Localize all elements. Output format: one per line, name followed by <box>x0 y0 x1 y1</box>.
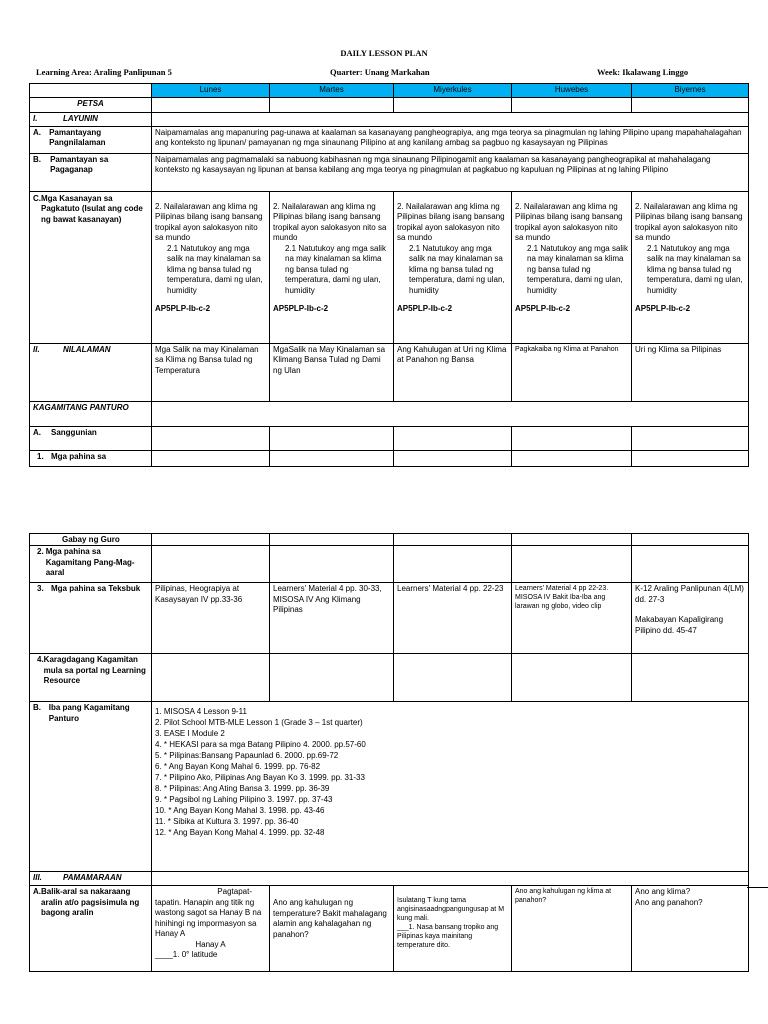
a-number: A. <box>33 127 41 137</box>
nilalaman-huwebes: Pagkakaiba ng Klima at Panahon <box>512 343 632 401</box>
balik-miyerkules-2: ___1. Nasa bansang tropiko ang Pilipinas kaya mainitang temperature dito. <box>397 924 499 949</box>
kasanayan-main: 2. Nailalarawan ang klima ng Pilipinas bilang isang bansang tropikal ayon salokasyon nito sa mundo <box>155 201 263 242</box>
pamantayang-pangnilalaman-content: Naipamamalas ang mapanuring pag-unawa at kaalaman sa kasanayang pangheograpiya, ang mga teorya sa pinagmulan ng lahing Pilipino upang mapahahalagahan ang konteksto ng lipunan/ pamayanan ng mga sinaunang Pilipino at ang kanilang ambag sa pagbuo ng kasaysayan ng Pilipinas <box>152 126 749 153</box>
balik-martes-text: Ano ang kahulugan ng temperature? Bakit mahalagang alamin ang kahalagahan ng panahon? <box>273 898 387 939</box>
kagamitang-pang-miyerkules[interactable] <box>394 546 512 583</box>
kasanayan-code: AP5PLP-Ib-c-2 <box>397 304 453 313</box>
nilalaman-text: NILALAMAN <box>63 344 111 354</box>
teksbuk-martes: Learners' Material 4 pp. 30-33, MISOSA IV Ang Klimang Pilipinas <box>270 583 394 654</box>
kasanayan-main: 2. Nailalarawan ang klima ng Pilipinas bilang isang bansang tropikal ayon salokasyon nito sa mundo <box>273 201 387 242</box>
label-gabay-bottom: Gabay ng Guro <box>30 534 152 546</box>
balik-text: Balik-aral sa nakaraang aralin at/o pagsisimula ng bagong aralin <box>41 887 140 917</box>
label-pamantayan-sa-pagaganap <box>30 153 152 191</box>
label-karagdagang-kagamitan <box>30 654 152 702</box>
karagdagang-huwebes[interactable] <box>512 654 632 702</box>
iii-number: III. <box>33 873 42 882</box>
iba-pang-kagamitan-list <box>152 702 749 872</box>
day-header-miyerkules: Miyerkules <box>394 84 512 98</box>
week: Week: Ikalawang Linggo <box>597 67 689 77</box>
balik-miyerkules <box>394 886 512 972</box>
kasanayan-code: AP5PLP-Ib-c-2 <box>155 304 211 313</box>
b-number: B. <box>33 154 41 164</box>
pamantayan-sa-pagaganap-content: Naipamamalas ang pagmamalaki sa nabuong kabihasnan ng mga sinaunang Pilipinogamit ang kaalaman sa kasanayang pangheograpikal at mahahalagang konteksto ng kasaysayan ng lipunan at bansa kabilang ang mga teorya ng pinagmulan at pagkabuo ng kapuluan ng Pilipinas at ng lahing Pilipino <box>152 153 749 191</box>
teksbuk-biyernes-2: Makabayan Kapaligirang Pilipino dd. 45-47 <box>635 615 724 635</box>
sanggunian-miyerkules[interactable] <box>394 426 512 450</box>
kasanayan-huwebes <box>512 191 632 343</box>
gabay-martes[interactable] <box>270 534 394 546</box>
sanggunian-huwebes[interactable] <box>512 426 632 450</box>
karagdagang-text: Karagdagang Kagamitan mula sa portal ng Learning Resource <box>43 655 146 685</box>
c-number: C. <box>33 193 41 203</box>
day-header-huwebes: Huwebes <box>512 84 632 98</box>
quarter: Quarter: Unang Markahan <box>330 67 430 77</box>
karagdagang-number: 4. <box>37 655 44 664</box>
sanggunian-text: Sanggunian <box>51 427 97 437</box>
label-teksbuk <box>30 583 152 654</box>
gabay-biyernes-top[interactable] <box>632 450 749 466</box>
gabay-martes-top[interactable] <box>270 450 394 466</box>
gabay-huwebes-top[interactable] <box>512 450 632 466</box>
label-pamamaraan <box>30 872 152 886</box>
ref-item: 4. * HEKASI para sa mga Batang Pilipino 4. 2000. pp.57-60 <box>155 740 366 749</box>
kagamitang-blank <box>152 401 749 426</box>
balik-huwebes: Ano ang kahulugan ng klima at panahon? <box>512 886 632 972</box>
karagdagang-martes[interactable] <box>270 654 394 702</box>
iba-number: B. <box>33 703 41 712</box>
kasanayan-main: 2. Nailalarawan ang klima ng Pilipinas bilang isang bansang tropikal ayon salokasyon nito sa mundo <box>397 201 505 242</box>
pamamaraan-blank <box>152 872 749 886</box>
kagamitang-pang-lunes[interactable] <box>152 546 270 583</box>
label-iba-pang-kagamitan <box>30 702 152 872</box>
label-layunin <box>30 113 152 127</box>
balik-biyernes-2: Ano ang panahon? <box>635 897 703 907</box>
label-kagamitang-panturo: KAGAMITANG PANTURO <box>30 401 152 426</box>
kasanayan-sub: 2.1 Natutukoy ang mga salik na may kinalaman sa klima ng bansa tulad ng temperatura, dami ng ulan, humidity <box>647 243 743 295</box>
ref-item: 8. * Pilipinas: Ang Ating Bansa 3. 1999. pp. 36-39 <box>155 784 330 793</box>
kasanayan-code: AP5PLP-Ib-c-2 <box>273 304 329 313</box>
kagamitang-pang-number: 2. <box>37 547 44 556</box>
petsa-lunes[interactable] <box>152 98 270 113</box>
iba-text: Iba pang Kagamitang Panturo <box>48 703 130 723</box>
kasanayan-main: 2. Nailalarawan ang klima ng Pilipinas bilang isang bansang tropikal ayon salokasyon nito sa mundo <box>635 201 743 242</box>
sanggunian-biyernes[interactable] <box>632 426 749 450</box>
kasanayan-biyernes <box>632 191 749 343</box>
stray-border-line <box>747 887 768 888</box>
kasanayan-code: AP5PLP-Ib-c-2 <box>515 304 571 313</box>
karagdagang-lunes[interactable] <box>152 654 270 702</box>
label-nilalaman <box>30 343 152 401</box>
ref-item: 2. Pilot School MTB-MLE Lesson 1 (Grade 3 – 1st quarter) <box>155 718 363 727</box>
balik-biyernes <box>632 886 749 972</box>
sanggunian-lunes[interactable] <box>152 426 270 450</box>
ref-item: 10. * Ang Bayan Kong Mahal 3. 1998. pp. 43-46 <box>155 806 325 815</box>
karagdagang-miyerkules[interactable] <box>394 654 512 702</box>
layunin-number: I. <box>33 114 38 123</box>
nilalaman-martes: MgaSalik na May Kinalaman sa Klimang Bansa Tulad ng Dami ng Ulan <box>270 343 394 401</box>
ref-item: 3. EASE I Module 2 <box>155 729 225 738</box>
balik-lunes <box>152 886 270 972</box>
gabay-miyerkules-top[interactable] <box>394 450 512 466</box>
nilalaman-lunes: Mga Salik na may Kinalaman sa Klima ng Bansa tulad ng Temperatura <box>152 343 270 401</box>
kasanayan-sub: 2.1 Natutukoy ang mga salik na may kinalaman sa klima ng bansa tulad ng temperatura, dami ng ulan, humidity <box>167 243 263 295</box>
sanggunian-number: A. <box>33 427 41 437</box>
label-gabay-top <box>30 450 152 466</box>
lesson-plan-table-top <box>29 83 749 467</box>
kasanayan-miyerkules <box>394 191 512 343</box>
lesson-plan-table-bottom <box>29 533 749 972</box>
learning-area: Learning Area: Araling Panlipunan 5 <box>36 67 172 77</box>
label-balik-aral <box>30 886 152 972</box>
teksbuk-biyernes <box>632 583 749 654</box>
ref-item: 5. * Pilipinas:Bansang Papaunlad 6. 2000. pp.69-72 <box>155 751 339 760</box>
petsa-huwebes[interactable] <box>512 98 632 113</box>
ref-item: 7. * Pilipino Ako, Pilipinas Ang Bayan Ko 3. 1999. pp. 31-33 <box>155 773 365 782</box>
kasanayan-sub: 2.1 Natutukoy ang mga salik na may kinalaman sa klima ng bansa tulad ng temperatura, dami ng ulan, humidity <box>527 243 628 295</box>
gabay-lunes-top[interactable] <box>152 450 270 466</box>
kagamitang-pang-biyernes[interactable] <box>632 546 749 583</box>
kagamitang-pang-text: Mga pahina sa Kagamitang Pang-Mag-aaral <box>45 547 135 577</box>
day-header-biyernes: Biyernes <box>632 84 749 98</box>
balik-lunes-4: ____1. 0° latitude <box>155 950 218 959</box>
teksbuk-biyernes-1: K-12 Araling Panlipunan 4(LM) dd. 27-3 <box>635 584 744 604</box>
label-kasanayan <box>30 191 152 343</box>
ref-item: 1. MISOSA 4 Lesson 9-11 <box>155 707 247 716</box>
layunin-text: LAYUNIN <box>63 114 98 123</box>
label-kagamitang-pang-mag-aaral <box>30 546 152 583</box>
balik-lunes-2: tapatin. Hanapin ang titik ng wastong sagot sa Hanay B na hinihingi ng impormasyon sa Hanay A <box>155 897 262 938</box>
balik-miyerkules-1: Isulatang T kung tama angisinasaadngpangungusap at M kung mali. <box>397 897 505 922</box>
kasanayan-sub: 2.1 Natutukoy ang mga salik na may kinalaman sa klima ng bansa tulad ng temperatura, dami ng ulan, humidity <box>409 243 505 295</box>
gabay-text-top: Mga pahina sa <box>51 451 107 461</box>
balik-lunes-3: Hanay A <box>195 939 226 949</box>
karagdagang-biyernes[interactable] <box>632 654 749 702</box>
sanggunian-martes[interactable] <box>270 426 394 450</box>
balik-biyernes-1: Ano ang klima? <box>635 887 691 896</box>
balik-martes <box>270 886 394 972</box>
petsa-miyerkules[interactable] <box>394 98 512 113</box>
balik-lunes-1: Pagtapat- <box>217 887 252 896</box>
pamamaraan-text: PAMAMARAAN <box>63 873 122 882</box>
label-petsa: PETSA <box>30 98 152 113</box>
layunin-blank <box>152 113 749 127</box>
kasanayan-code: AP5PLP-Ib-c-2 <box>635 304 691 313</box>
teksbuk-number: 3. <box>37 584 44 593</box>
blank-corner <box>30 84 152 98</box>
gabay-miyerkules[interactable] <box>394 534 512 546</box>
teksbuk-text: Mga pahina sa Teksbuk <box>51 584 141 593</box>
ii-number: II. <box>33 344 40 354</box>
ref-item: 6. * Ang Bayan Kong Mahal 6. 1999. pp. 76-82 <box>155 762 321 771</box>
kasanayan-martes <box>270 191 394 343</box>
gabay-huwebes[interactable] <box>512 534 632 546</box>
kasanayan-sub: 2.1 Natutukoy ang mga salik na may kinalaman sa klima ng bansa tulad ng temperatura, dami ng ulan, humidity <box>285 243 386 295</box>
kasanayan-lunes <box>152 191 270 343</box>
day-header-lunes: Lunes <box>152 84 270 98</box>
ref-item: 9. * Pagsibol ng Lahing Pilipino 3. 1997. pp. 37-43 <box>155 795 333 804</box>
kasanayan-main: 2. Nailalarawan ang klima ng Pilipinas bilang isang bansang tropikal ayon salokasyon nito sa mundo <box>515 201 623 242</box>
kagamitang-pang-martes[interactable] <box>270 546 394 583</box>
ref-item: 12. * Ang Bayan Kong Mahal 4. 1999. pp. 32-48 <box>155 828 325 837</box>
petsa-martes[interactable] <box>270 98 394 113</box>
balik-number: A. <box>33 887 41 896</box>
ref-item: 11. * Sibika at Kultura 3. 1997. pp. 36-40 <box>155 817 299 826</box>
c-text: Mga Kasanayan sa Pagkatuto (Isulat ang code ng bawat kasanayan) <box>41 193 143 224</box>
label-pamantayang-pangnilalaman <box>30 126 152 153</box>
a-text: Pamantayang Pangnilalaman <box>49 127 106 147</box>
petsa-biyernes[interactable] <box>632 98 749 113</box>
nilalaman-miyerkules: Ang Kahulugan at Uri ng Klima at Panahon ng Bansa <box>394 343 512 401</box>
teksbuk-miyerkules: Learners' Material 4 pp. 22-23 <box>394 583 512 654</box>
nilalaman-biyernes: Uri ng Klima sa Pilipinas <box>632 343 749 401</box>
label-sanggunian <box>30 426 152 450</box>
b-text: Pamantayan sa Pagaganap <box>50 154 109 174</box>
gabay-number: 1. <box>37 451 44 461</box>
gabay-lunes[interactable] <box>152 534 270 546</box>
gabay-biyernes[interactable] <box>632 534 749 546</box>
kagamitang-pang-huwebes[interactable] <box>512 546 632 583</box>
page-title: DAILY LESSON PLAN <box>340 48 428 58</box>
teksbuk-lunes: Pilipinas, Heograpiya at Kasaysayan IV pp.33-36 <box>152 583 270 654</box>
day-header-martes: Martes <box>270 84 394 98</box>
teksbuk-huwebes: Learners' Material 4 pp 22-23. MISOSA IV Bakit Iba-Iba ang larawan ng globo, video clip <box>512 583 632 654</box>
